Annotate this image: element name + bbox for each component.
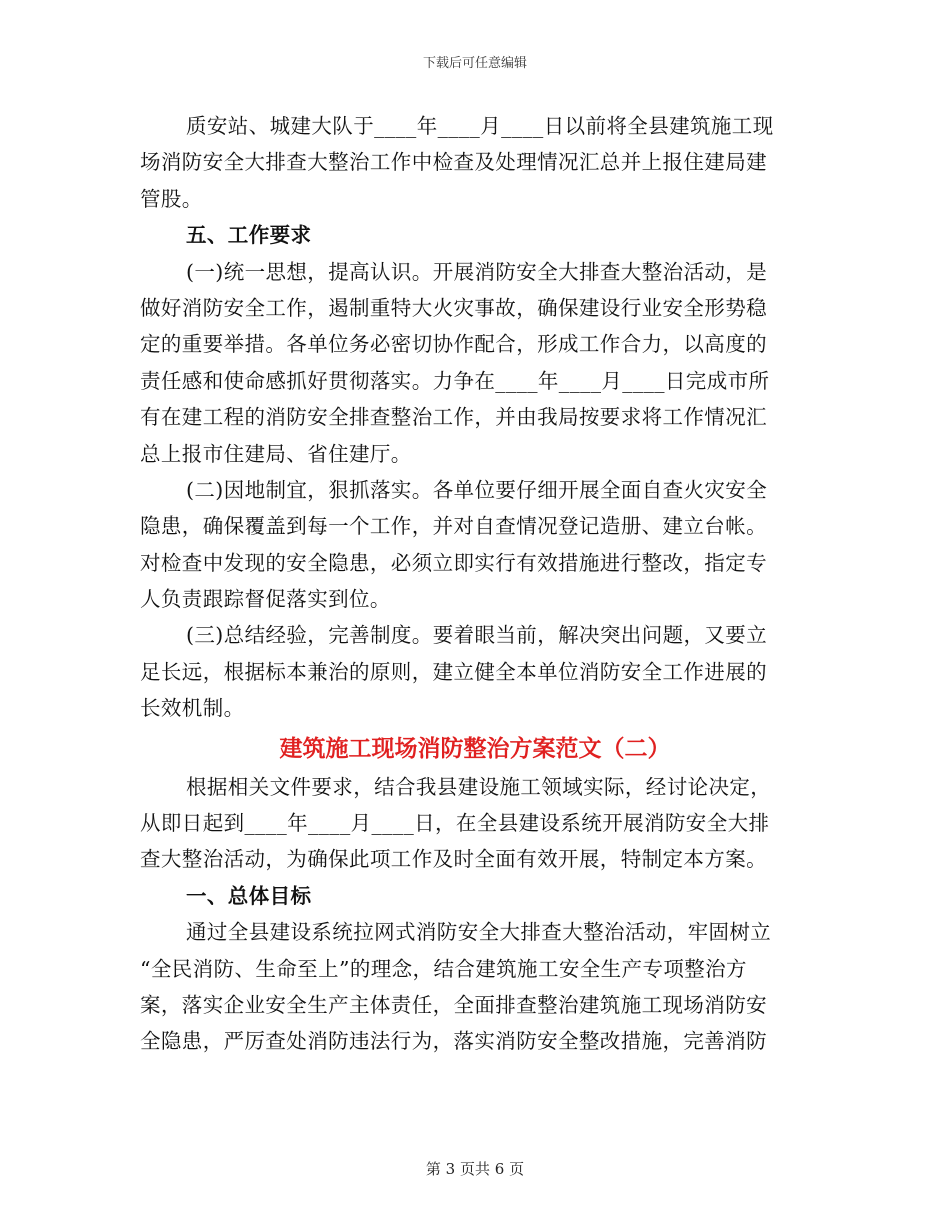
paragraph-line: 根据相关文件要求，结合我县建设施工领域实际，经讨论决定， bbox=[186, 774, 772, 799]
paragraph-line: 责任感和使命感抓好贯彻落实。力争在____年____月____日完成市所 bbox=[140, 368, 770, 393]
paragraph-line: 足长远，根据标本兼治的原则，建立健全本单位消防安全工作进展的 bbox=[140, 659, 767, 684]
paragraph-line: 长效机制。 bbox=[140, 696, 245, 721]
paragraph-line: 质安站、城建大队于____年____月____日以前将全县建筑施工现 bbox=[186, 114, 774, 138]
paragraph-line: 查大整治活动，为确保此项工作及时全面有效开展，特制定本方案。 bbox=[140, 847, 767, 872]
paragraph-line: (三)总结经验，完善制度。要着眼当前，解决突出问题，又要立 bbox=[186, 623, 768, 648]
paragraph-line: 案，落实企业安全生产主体责任，全面排查整治建筑施工现场消防安 bbox=[140, 992, 767, 1017]
paragraph-line: 做好消防安全工作，遏制重特大火灾事故，确保建设行业安全形势稳 bbox=[140, 295, 767, 320]
paragraph-line: 全隐患，严厉查处消防违法行为，落实消防安全整改措施，完善消防 bbox=[140, 1029, 767, 1054]
paragraph-line: (二)因地制宜，狠抓落实。各单位要仔细开展全面自查火灾安全 bbox=[186, 477, 768, 502]
paragraph-line: 通过全县建设系统拉网式消防安全大排查大整治活动，牢固树立 bbox=[186, 920, 772, 945]
page-header: 下载后可任意编辑 bbox=[422, 56, 527, 71]
paragraph-line: 有在建工程的消防安全排查整治工作，并由我局按要求将工作情况汇 bbox=[140, 405, 767, 430]
paragraph-line: 对检查中发现的安全隐患，必须立即实行有效措施进行整改，指定专 bbox=[140, 550, 767, 575]
paragraph-line: “全民消防、生命至上”的理念，结合建筑施工安全生产专项整治方 bbox=[140, 956, 747, 981]
paragraph-line: 管股。 bbox=[140, 186, 203, 211]
paragraph-line: 从即日起到____年____月____日，在全县建设系统开展消防安全大排 bbox=[140, 811, 770, 836]
section-heading: 一、总体目标 bbox=[186, 883, 312, 908]
paragraph-line: 人负责跟踪督促落实到位。 bbox=[140, 587, 391, 612]
paragraph-line: 场消防安全大排查大整治工作中检查及处理情况汇总并上报住建局建 bbox=[140, 150, 767, 175]
document-body bbox=[140, 108, 810, 1060]
paragraph-line: (一)统一思想，提高认识。开展消防安全大排查大整治活动，是 bbox=[186, 259, 768, 284]
paragraph-line: 总上报市住建局、省住建厅。 bbox=[140, 441, 412, 466]
paragraph-line: 隐患，确保覆盖到每一个工作，并对自查情况登记造册、建立台帐。 bbox=[140, 514, 767, 539]
section-title: 建筑施工现场消防整治方案范文（二） bbox=[279, 734, 671, 762]
section-heading: 五、工作要求 bbox=[186, 223, 312, 248]
paragraph-line: 定的重要举措。各单位务必密切协作配合，形成工作合力，以高度的 bbox=[140, 332, 767, 357]
page-footer: 第 3 页共 6 页 bbox=[425, 1160, 525, 1178]
